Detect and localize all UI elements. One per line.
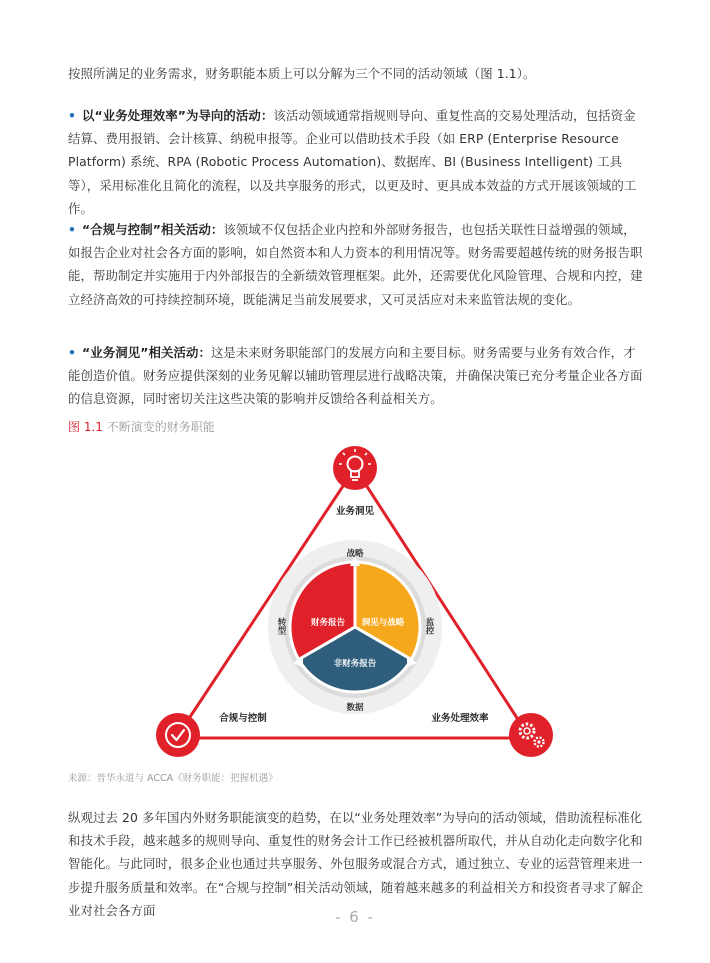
figure-number: 图 1.1 [68,420,103,434]
bullet-text: 这是未来财务职能部门的发展方向和主要目标。财务需要与业务有效合作，才能创造价值。财务应提供深刻的业务见解以辅助管理层进行战略决策，并确保决策已充分考量企业各方面的信息资源，同时密切关注这些决策的影响并反馈给各利益相关方。 [68,345,643,407]
ring-label-data: 数据 [346,703,364,713]
corner-label-business-efficiency: 业务处理效率 [431,713,489,724]
lightbulb-icon [333,446,377,490]
page-number: - 6 - [335,908,375,926]
bullet-lead: “合规与控制”相关活动： [82,222,224,237]
figure-title: 不断演变的财务职能 [106,420,215,434]
label-nonfinancial-reporting: 非财务报告 [333,659,377,669]
corner-label-compliance-control: 合规与控制 [219,713,267,724]
bullet-dot: • [68,345,77,360]
checkmark-icon [156,713,200,757]
label-financial-reporting: 财务报告 [310,618,346,628]
closing-paragraph: 纵观过去 20 多年国内外财务职能演变的趋势，在以“业务处理效率”为导向的活动领域，借助流程标准化和技术手段，越来越多的规则导向、重复性的财务会计工作已经被机器所取代，并从自动化走向数字化和智能化。与此同时，很多企业也通过共享服务、外包服务或混合方式，通过独立、专业的运营管理来进一步提升服务质量和效率。在“合规与控制”相关活动领域，随着越来越多的利益相关方和投资者寻求了解企业对社会各方面 [68,810,644,918]
ring-label-monitoring: 监控 [424,617,434,635]
corner-label-business-insight: 业务洞见 [335,506,375,517]
bullet-lead: 以“业务处理效率”为导向的活动： [82,108,274,123]
bullet-text: 该活动领域通常指规则导向、重复性高的交易处理活动，包括资金结算、费用报销、会计核算、纳税申报等。企业可以借助技术手段（如 ERP (Enterprise Resource Platform) 系统、RPA (Robotic Process Automation)、数据库、BI (Business Intelligent) 工具等），采用标准化且简化的流程，以及共享服务的形式，以更及时、更具成本效益的方式开展该领域的工作。 [68,108,637,216]
intro-paragraph: 按照所满足的业务需求，财务职能本质上可以分解为三个不同的活动领域（图 1.1）。 [68,66,536,81]
bullet-dot: • [68,108,77,123]
gears-icon [509,713,553,757]
figure-source: 来源：普华永道与 ACCA《财务职能：把握机遇》 [68,773,278,784]
ring-label-transformation: 转型 [276,617,286,635]
bullet-dot: • [68,222,77,237]
label-insight-strategy: 洞见与战略 [361,618,405,628]
ring-label-strategy: 战略 [346,549,364,559]
bullet-text: 该领域不仅包括企业内控和外部财务报告，也包括关联性日益增强的领域，如报告企业对社会各方面的影响，如自然资本和人力资本的利用情况等。财务需要超越传统的财务报告职能，帮助制定并实施用于内外部报告的全新绩效管理框架。此外，还需要优化风险管理、合规和内控，建立经济高效的可持续控制环境，既能满足当前发展要求，又可灵活应对未来监管法规的变化。 [68,222,643,307]
bullet-lead: “业务洞见”相关活动： [82,345,211,360]
